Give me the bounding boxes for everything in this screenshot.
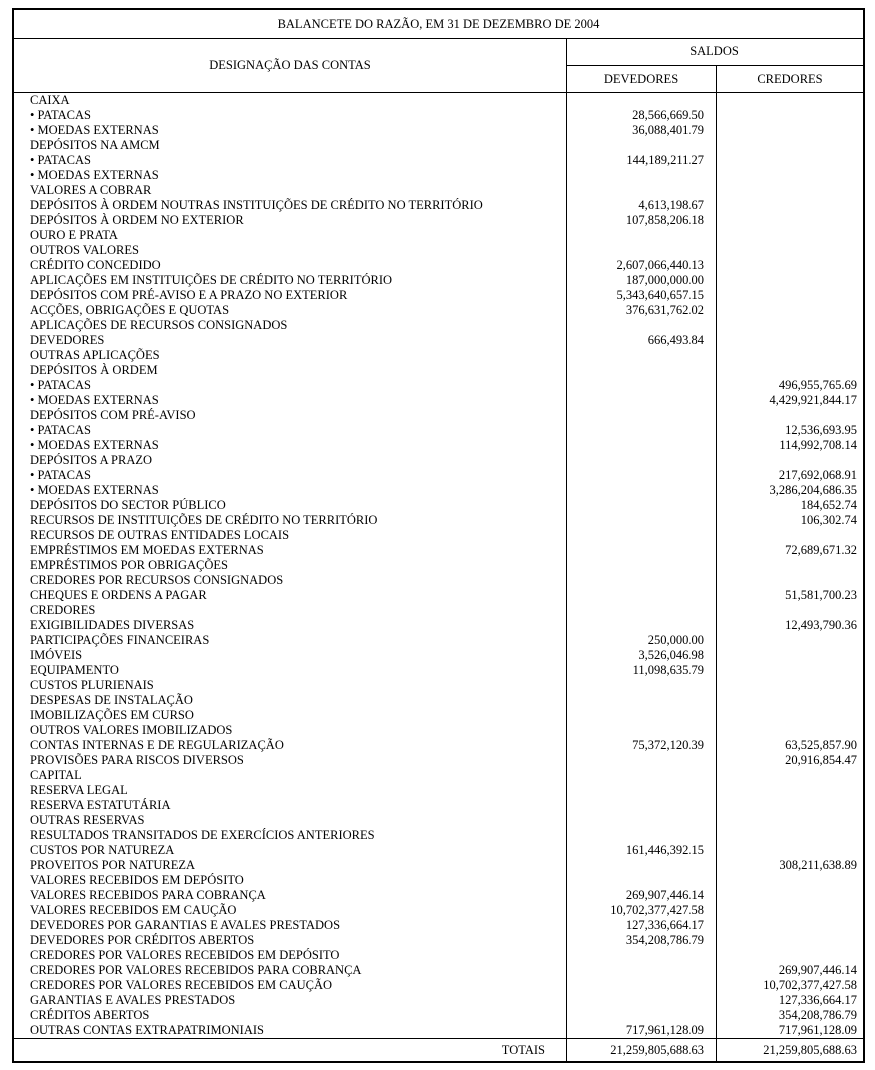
devedores-value: 11,098,635.79 [632, 663, 704, 677]
devedores-value: 36,088,401.79 [632, 123, 704, 137]
table-row [14, 963, 863, 978]
table-row [14, 603, 863, 618]
table-row [14, 858, 863, 873]
credores-value: 184,652.74 [800, 498, 857, 512]
table-row [14, 618, 863, 633]
credores-value: 217,692,068.91 [778, 468, 857, 482]
devedores-value: 3,526,046.98 [638, 648, 704, 662]
account-name: • PATACAS [30, 153, 91, 167]
account-name: RESERVA ESTATUTÁRIA [30, 798, 171, 812]
account-name: CREDORES POR RECURSOS CONSIGNADOS [30, 573, 284, 587]
table-row [14, 273, 863, 288]
account-name: CHEQUES E ORDENS A PAGAR [30, 588, 207, 602]
table-row [14, 138, 863, 153]
table-row [14, 873, 863, 888]
credores-value: 3,286,204,686.35 [769, 483, 857, 497]
credores-value: 114,992,708.14 [779, 438, 857, 452]
table-row [14, 888, 863, 903]
credores-value: 127,336,664.17 [778, 993, 857, 1007]
table-row [14, 828, 863, 843]
table-row [14, 798, 863, 813]
account-name: OUTRAS CONTAS EXTRAPATRIMONIAIS [30, 1023, 264, 1037]
header-designacao [14, 38, 566, 92]
account-name: OUTRAS APLICAÇÕES [30, 348, 160, 362]
totals-devedores: 21,259,805,688.63 [610, 1043, 704, 1057]
table-row [14, 648, 863, 663]
account-name: • PATACAS [30, 378, 91, 392]
table-row [14, 1023, 863, 1038]
devedores-value: 4,613,198.67 [638, 198, 704, 212]
account-name: VALORES RECEBIDOS EM DEPÓSITO [30, 873, 244, 887]
credores-value: 308,211,638.89 [779, 858, 857, 872]
table-row [14, 918, 863, 933]
totals-label: TOTAIS [501, 1043, 545, 1057]
table-row [14, 903, 863, 918]
account-name: PROVEITOS POR NATUREZA [30, 858, 196, 872]
table-row [14, 813, 863, 828]
table-row [14, 948, 863, 963]
table-row [14, 123, 863, 138]
account-name: CREDORES POR VALORES RECEBIDOS EM CAUÇÃO [30, 978, 333, 992]
table-row [14, 183, 863, 198]
account-name: CREDORES POR VALORES RECEBIDOS EM DEPÓSITO [30, 948, 340, 962]
table-row [14, 498, 863, 513]
devedores-value: 269,907,446.14 [625, 888, 704, 902]
account-name: CAIXA [30, 93, 70, 107]
table-row [14, 93, 863, 108]
account-name: • PATACAS [30, 108, 91, 122]
devedores-value: 2,607,066,440.13 [616, 258, 704, 272]
table-row [14, 738, 863, 753]
account-name: EXIGIBILIDADES DIVERSAS [30, 618, 195, 632]
account-name: CRÉDITO CONCEDIDO [30, 258, 161, 272]
account-name: OUTRAS RESERVAS [30, 813, 145, 827]
devedores-value: 75,372,120.39 [632, 738, 704, 752]
account-name: DEVEDORES POR GARANTIAS E AVALES PRESTADOS [30, 918, 341, 932]
table-row [14, 168, 863, 183]
devedores-value: 187,000,000.00 [625, 273, 704, 287]
devedores-value: 10,702,377,427.58 [610, 903, 704, 917]
table-row [14, 708, 863, 723]
account-name: VALORES RECEBIDOS EM CAUÇÃO [30, 903, 237, 917]
table-row [14, 1008, 863, 1023]
account-name: CUSTOS PLURIENAIS [30, 678, 154, 692]
table-row [14, 243, 863, 258]
table-row [14, 213, 863, 228]
table-row [14, 453, 863, 468]
account-name: EMPRÉSTIMOS EM MOEDAS EXTERNAS [30, 543, 264, 557]
account-name: OURO E PRATA [30, 228, 118, 242]
table-row [14, 363, 863, 378]
table-row [14, 558, 863, 573]
table-row [14, 258, 863, 273]
table-row [14, 528, 863, 543]
account-name: EQUIPAMENTO [30, 663, 119, 677]
table-row [14, 468, 863, 483]
header-saldos: SALDOS [690, 44, 739, 58]
table-row [14, 933, 863, 948]
account-name: CONTAS INTERNAS E DE REGULARIZAÇÃO [30, 738, 284, 752]
table-row [14, 483, 863, 498]
credores-value: 51,581,700.23 [785, 588, 857, 602]
account-name: OUTROS VALORES [30, 243, 139, 257]
credores-value: 20,916,854.47 [785, 753, 857, 767]
account-name: • MOEDAS EXTERNAS [30, 168, 159, 182]
table-row [14, 333, 863, 348]
table-row [14, 153, 863, 168]
credores-value: 269,907,446.14 [778, 963, 857, 977]
credores-value: 106,302.74 [800, 513, 857, 527]
account-name: CREDORES [30, 603, 96, 617]
account-name: VALORES RECEBIDOS PARA COBRANÇA [30, 888, 266, 902]
table-row [14, 513, 863, 528]
account-name: ACÇÕES, OBRIGAÇÕES E QUOTAS [30, 303, 230, 317]
devedores-value: 107,858,206.18 [625, 213, 704, 227]
account-name: DEPÓSITOS COM PRÉ-AVISO E A PRAZO NO EXTERIOR [30, 288, 348, 302]
devedores-value: 161,446,392.15 [625, 843, 704, 857]
credores-value: 72,689,671.32 [785, 543, 857, 557]
table-row [14, 378, 863, 393]
credores-value: 12,493,790.36 [785, 618, 857, 632]
table-row [14, 678, 863, 693]
table-row [14, 693, 863, 708]
table-row [14, 423, 863, 438]
credores-value: 63,525,857.90 [785, 738, 857, 752]
table-row [14, 288, 863, 303]
ledger-table [12, 8, 865, 1063]
table-row [14, 768, 863, 783]
account-name: DEPÓSITOS DO SECTOR PÚBLICO [30, 498, 226, 512]
account-name: RESERVA LEGAL [30, 783, 128, 797]
account-name: APLICAÇÕES EM INSTITUIÇÕES DE CRÉDITO NO TERRITÓRIO [30, 273, 393, 287]
credores-value: 717,961,128.09 [778, 1023, 857, 1037]
account-name: CUSTOS POR NATUREZA [30, 843, 175, 857]
credores-value: 496,955,765.69 [778, 378, 857, 392]
account-name: CAPITAL [30, 768, 82, 782]
account-name: • MOEDAS EXTERNAS [30, 438, 159, 452]
credores-value: 10,702,377,427.58 [763, 978, 857, 992]
account-name: APLICAÇÕES DE RECURSOS CONSIGNADOS [30, 318, 288, 332]
account-name: DEVEDORES [30, 333, 105, 347]
account-name: • MOEDAS EXTERNAS [30, 393, 159, 407]
account-name: CREDORES POR VALORES RECEBIDOS PARA COBRANÇA [30, 963, 362, 977]
account-name: DEPÓSITOS À ORDEM NO EXTERIOR [30, 213, 244, 227]
devedores-value: 354,208,786.79 [625, 933, 704, 947]
table-row [14, 663, 863, 678]
account-name: EMPRÉSTIMOS POR OBRIGAÇÕES [30, 558, 228, 572]
devedores-value: 127,336,664.17 [625, 918, 704, 932]
table-title: BALANCETE DO RAZÃO, EM 31 DE DEZEMBRO DE 2004 [14, 10, 863, 39]
devedores-value: 28,566,669.50 [632, 108, 704, 122]
table-row [14, 408, 863, 423]
account-name: DEVEDORES POR CRÉDITOS ABERTOS [30, 933, 255, 947]
devedores-value: 5,343,640,657.15 [616, 288, 704, 302]
credores-value: 12,536,693.95 [785, 423, 857, 437]
account-name: RESULTADOS TRANSITADOS DE EXERCÍCIOS ANTERIORES [30, 828, 375, 842]
header-credores: CREDORES [757, 72, 823, 86]
devedores-value: 250,000.00 [647, 633, 704, 647]
table-row [14, 843, 863, 858]
table-row [14, 588, 863, 603]
table-row [14, 228, 863, 243]
totals-row [14, 1039, 863, 1061]
totals-credores: 21,259,805,688.63 [763, 1043, 857, 1057]
table-row [14, 393, 863, 408]
account-name: CRÉDITOS ABERTOS [30, 1008, 150, 1022]
account-name: OUTROS VALORES IMOBILIZADOS [30, 723, 233, 737]
account-name: IMÓVEIS [30, 648, 83, 662]
table-row [14, 438, 863, 453]
credores-value: 4,429,921,844.17 [769, 393, 857, 407]
account-name: DEPÓSITOS NA AMCM [30, 138, 160, 152]
table-row [14, 633, 863, 648]
account-name: RECURSOS DE OUTRAS ENTIDADES LOCAIS [30, 528, 290, 542]
account-name: • PATACAS [30, 423, 91, 437]
devedores-value: 376,631,762.02 [625, 303, 704, 317]
account-name: DESPESAS DE INSTALAÇÃO [30, 693, 193, 707]
account-name: • MOEDAS EXTERNAS [30, 123, 159, 137]
ledger-rows [14, 93, 863, 1038]
table-row [14, 303, 863, 318]
table-row [14, 108, 863, 123]
account-name: DEPÓSITOS À ORDEM NOUTRAS INSTITUIÇÕES DE CRÉDITO NO TERRITÓRIO [30, 198, 483, 212]
devedores-value: 717,961,128.09 [625, 1023, 704, 1037]
account-name: PARTICIPAÇÕES FINANCEIRAS [30, 633, 210, 647]
table-row [14, 543, 863, 558]
table-row [14, 198, 863, 213]
table-row [14, 783, 863, 798]
devedores-value: 144,189,211.27 [626, 153, 704, 167]
table-row [14, 993, 863, 1008]
table-row [14, 753, 863, 768]
account-name: DEPÓSITOS À ORDEM [30, 363, 158, 377]
account-name: • MOEDAS EXTERNAS [30, 483, 159, 497]
account-name: • PATACAS [30, 468, 91, 482]
account-name: GARANTIAS E AVALES PRESTADOS [30, 993, 236, 1007]
table-row [14, 318, 863, 333]
account-name: IMOBILIZAÇÕES EM CURSO [30, 708, 194, 722]
credores-value: 354,208,786.79 [778, 1008, 857, 1022]
table-row [14, 573, 863, 588]
table-row [14, 978, 863, 993]
devedores-value: 666,493.84 [647, 333, 704, 347]
header-designacao-label: DESIGNAÇÃO DAS CONTAS [209, 57, 371, 72]
account-name: VALORES A COBRAR [30, 183, 152, 197]
table-row [14, 723, 863, 738]
header-devedores: DEVEDORES [603, 72, 679, 86]
account-name: PROVISÕES PARA RISCOS DIVERSOS [30, 753, 244, 767]
table-row [14, 348, 863, 363]
account-name: RECURSOS DE INSTITUIÇÕES DE CRÉDITO NO TERRITÓRIO [30, 513, 378, 527]
account-name: DEPÓSITOS A PRAZO [30, 453, 153, 467]
account-name: DEPÓSITOS COM PRÉ-AVISO [30, 408, 196, 422]
